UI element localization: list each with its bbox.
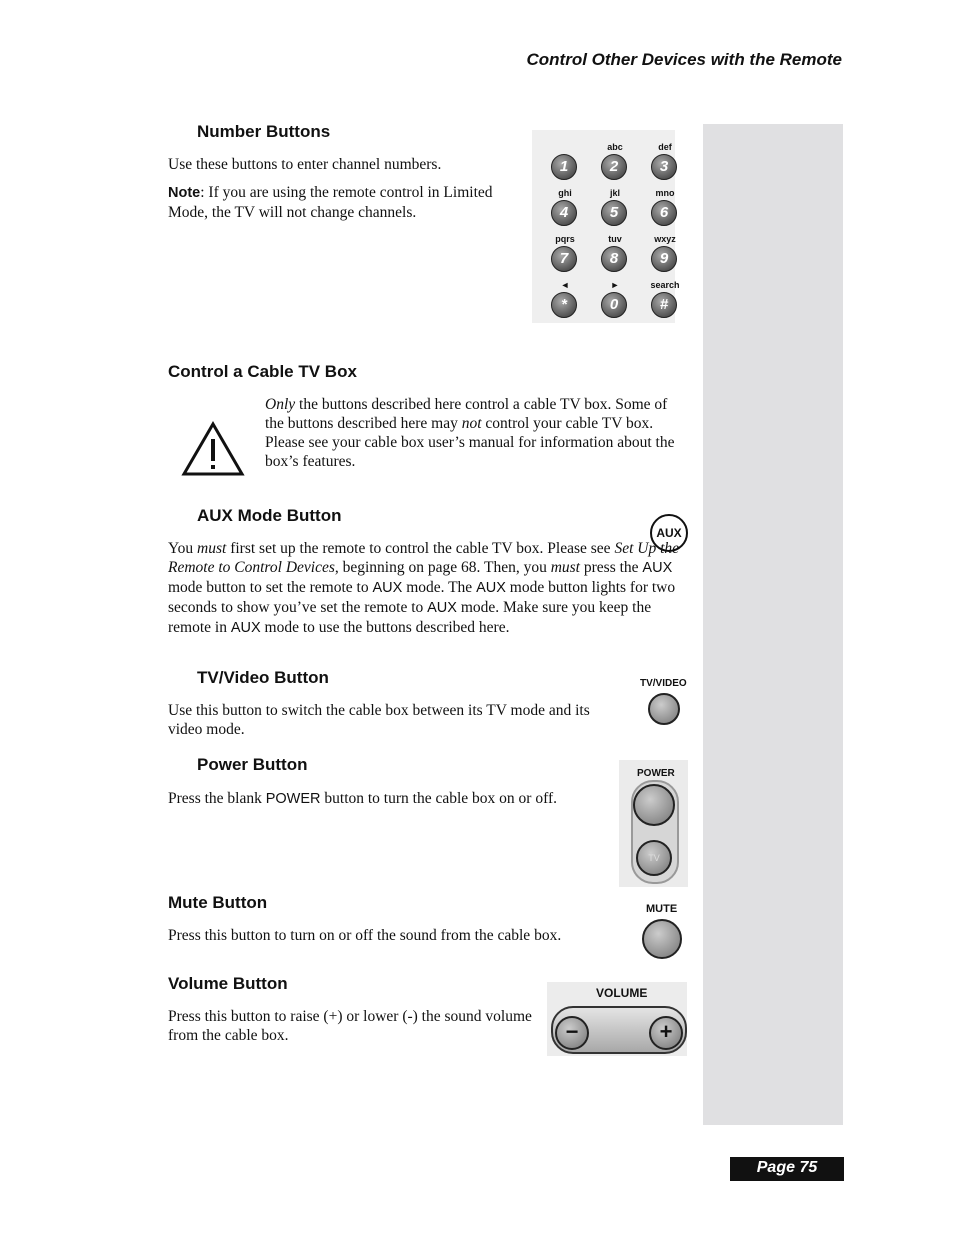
keypad-illustration [532, 130, 680, 323]
aux-keyword: AUX [427, 600, 457, 616]
aux-icon-label: AUX [656, 526, 682, 540]
volume-minus-label: − [565, 1019, 579, 1044]
keypad-letters-9: wxyz [654, 234, 676, 244]
warning-icon [181, 421, 245, 477]
volume-text: Press this button to raise (+) or lower (-) the sound volume from the cable box. [168, 1008, 532, 1044]
aux-t4: press the [580, 559, 643, 576]
tvvideo-text: Use this button to switch the cable box between its TV mode and its video mode. [168, 702, 590, 738]
power-button-icon [633, 784, 675, 826]
keypad-letters-12: search [650, 280, 680, 290]
aux-t1: You [168, 540, 198, 557]
aux-t7: mode button lights for two seconds to show you’ve set the remote to [168, 579, 676, 616]
mute-button-icon [642, 919, 682, 959]
volume-plus-label: + [659, 1019, 673, 1044]
note-label: Note [168, 185, 201, 201]
power-t1: Press the blank [168, 790, 266, 807]
power-keyword: POWER [265, 791, 321, 807]
aux-must-2: must [550, 559, 580, 576]
warn-not: not [461, 415, 482, 432]
aux-t6: mode. The [402, 579, 477, 596]
tvvideo-icon-label: TV/VIDEO [640, 678, 687, 689]
power-illustration [619, 760, 688, 887]
cable-box-heading: Control a Cable TV Box [168, 362, 357, 381]
aux-keyword: AUX [230, 620, 261, 636]
aux-t2: first set up the remote to control the cable TV box. Please see [226, 540, 615, 557]
keypad-key-5: 5 [601, 200, 627, 226]
volume-icon-label: VOLUME [596, 986, 648, 1000]
keypad-key-2: 2 [601, 154, 627, 180]
keypad-letters-2: abc [607, 142, 623, 152]
keypad-letters-5: jkl [609, 188, 620, 198]
warn-text-1: the buttons described here control a cable TV box. Some of the buttons described here may [265, 396, 668, 432]
aux-t8: mode. Make sure you keep the remote in [168, 599, 652, 636]
keypad-key-8: 8 [601, 246, 627, 272]
mute-text: Press this button to turn on or off the sound from the cable box. [168, 927, 562, 944]
keypad-key-4: 4 [551, 200, 577, 226]
margin-sidebar [703, 124, 843, 1125]
keypad-key-7: 7 [551, 246, 577, 272]
keypad-letters-11: ► [610, 280, 620, 290]
aux-t3: , beginning on page 68. Then, you [334, 559, 551, 576]
keypad-letters-8: tuv [608, 234, 622, 244]
keypad-key-1: 1 [551, 154, 577, 180]
aux-t9: mode to use the buttons described here. [260, 619, 510, 636]
cable-box-warning [265, 395, 690, 471]
keypad-letters-10: ◄ [560, 280, 570, 290]
tv-button-icon [636, 840, 672, 876]
keypad-key-11: 0 [601, 292, 627, 318]
aux-keyword: AUX [476, 580, 506, 596]
power-icon-label: POWER [637, 768, 675, 779]
aux-reference: Set Up the Remote to Control Devices [168, 540, 680, 576]
tvvideo-button-icon [648, 693, 680, 725]
aux-keyword: AUX [372, 580, 403, 596]
number-buttons-note [168, 183, 526, 222]
keypad-key-9: 9 [651, 246, 677, 272]
keypad-letters-7: pqrs [555, 234, 575, 244]
keypad-letters-3: def [658, 142, 672, 152]
note-text: : If you are using the remote control in Limited Mode, the TV will not change channels. [168, 184, 493, 221]
aux-keyword: AUX [642, 560, 673, 576]
volume-heading: Volume Button [168, 974, 288, 993]
page-number: Page 75 [730, 1157, 844, 1181]
aux-heading: AUX Mode Button [197, 506, 342, 525]
power-text [168, 789, 618, 809]
mute-icon-label: MUTE [646, 903, 678, 915]
mute-heading: Mute Button [168, 893, 268, 912]
number-buttons-text: Use these buttons to enter channel numbers. [168, 156, 442, 173]
tvvideo-heading: TV/Video Button [197, 668, 329, 687]
aux-must-1: must [197, 540, 227, 557]
keypad-key-6: 6 [651, 200, 677, 226]
volume-down-icon [555, 1016, 589, 1050]
running-header: Control Other Devices with the Remote [526, 50, 842, 69]
warn-only: Only [265, 396, 296, 413]
power-heading: Power Button [197, 755, 308, 774]
keypad-letters-4: ghi [558, 188, 572, 198]
keypad-key-3: 3 [651, 154, 677, 180]
number-buttons-heading: Number Buttons [197, 122, 331, 141]
keypad-key-10: * [551, 292, 577, 318]
aux-text [168, 539, 688, 638]
power-t2: button to turn the cable box on or off. [320, 790, 557, 807]
keypad-key-12: # [651, 292, 677, 318]
warn-text-2: control your cable TV box. Please see your cable box user’s manual for information about the box’s features. [265, 415, 675, 470]
keypad-letters-6: mno [655, 188, 675, 198]
tv-button-label: TV [648, 853, 660, 863]
aux-t5: mode button to set the remote to [168, 579, 373, 596]
volume-illustration [547, 982, 687, 1056]
volume-up-icon [649, 1016, 683, 1050]
